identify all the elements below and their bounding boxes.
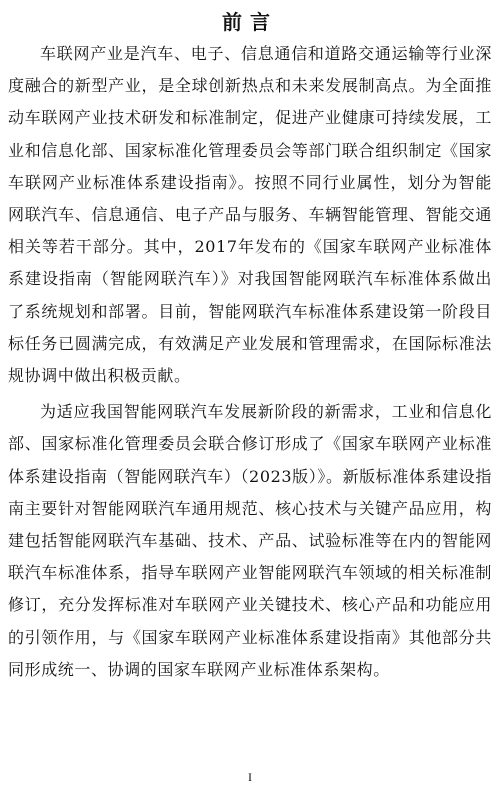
paragraph-2: 为适应我国智能网联汽车发展新阶段的新需求，工业和信息化部、国家标准化管理委员会联合修订形成了《国家车联网产业标准体系建设指南（智能网联汽车）（2023版）》。新版标准体系建设指南主要针对智能网联汽车通用规范、核心技术与关键产品应用，构建包括智能网联汽车基础、技术、产品、试验标准等在内的智能网联汽车标准体系，指导车联网产业智能网联汽车领域的相关标准制修订，充分发挥标准对车联网产业关键技术、核心产品和功能应用的引领作用，与《国家车联网产业标准体系建设指南》其他部分共同形成统一、协调的国家车联网产业标准体系架构。: [8, 402, 492, 679]
paragraph-1: 车联网产业是汽车、电子、信息通信和道路交通运输等行业深度融合的新型产业，是全球创新热点和未来发展制高点。为全面推动车联网产业技术研发和标准制定，促进产业健康可持续发展，工业和信息化部、国家标准化管理委员会等部门联合组织制定《国家车联网产业标准体系建设指南》。按照不同行业属性，划分为智能网联汽车、信息通信、电子产品与服务、车辆智能管理、智能交通相关等若干部分。其中，2017年发布的《国家车联网产业标准体系建设指南（智能网联汽车）》对我国智能网联汽车标准体系做出了系统规划和部署。目前，智能网联汽车标准体系建设第一阶段目标任务已圆满完成，有效满足产业发展和管理需求，在国际标准法规协调中做出积极贡献。: [8, 44, 492, 386]
page-title: 前言: [222, 10, 278, 34]
document-body: [8, 38, 492, 686]
page-number: I: [248, 770, 252, 784]
